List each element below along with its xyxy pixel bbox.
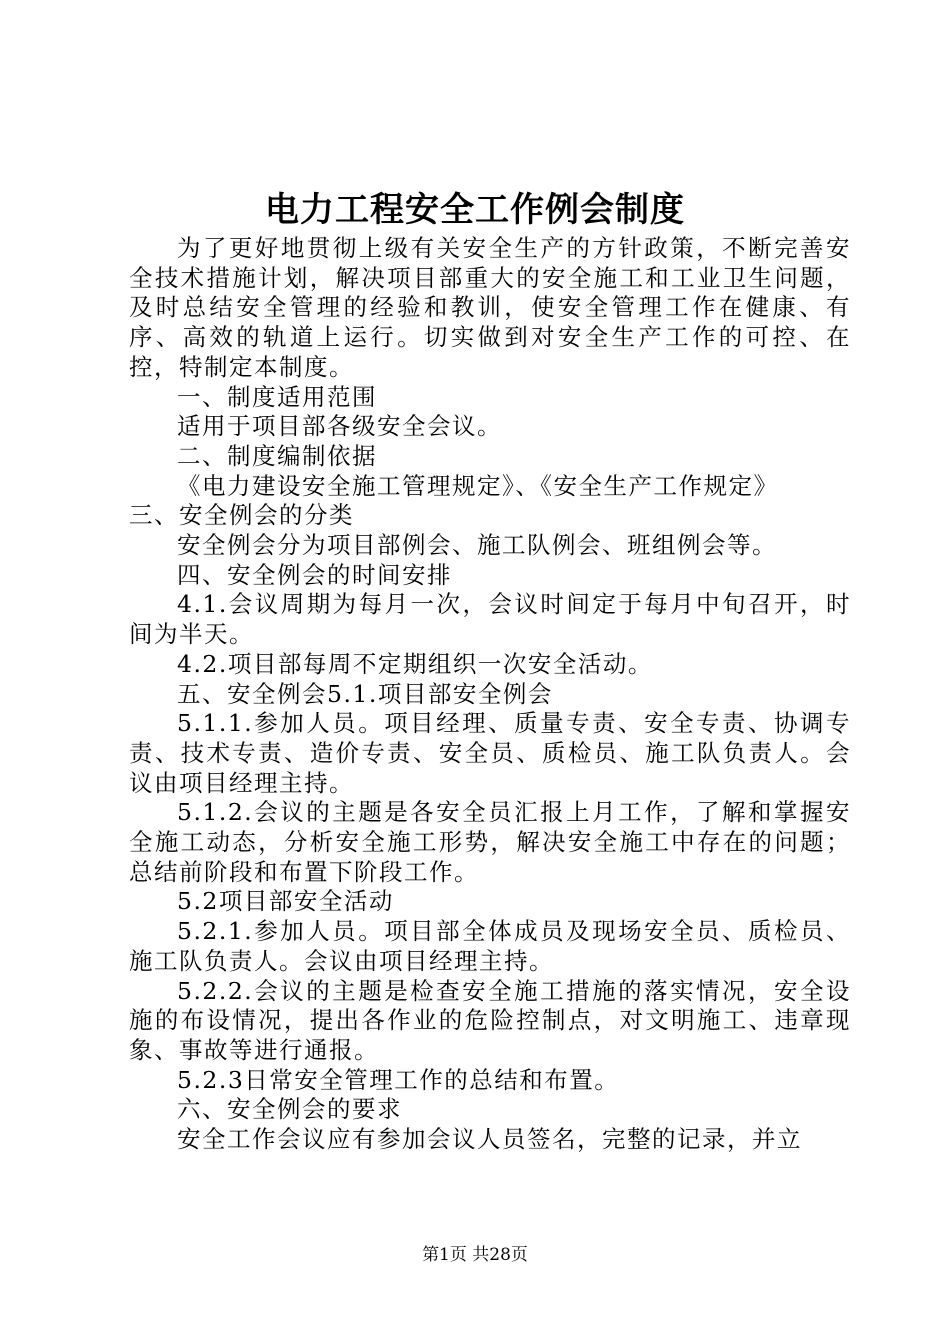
document-body xyxy=(129,234,851,1155)
paragraph-5-1-1: 5.1.1.参加人员。项目经理、质量专责、安全专责、协调专责、技术专责、造价专责、安全员、质检员、施工队负责人。会议由项目经理主持。 xyxy=(129,709,851,797)
paragraph-4-1: 4.1.会议周期为每月一次，会议时间定于每月中旬召开，时间为半天。 xyxy=(129,590,851,649)
paragraph-5-1-2: 5.1.2.会议的主题是各安全员汇报上月工作，了解和掌握安全施工动态，分析安全施工形势，解决安全施工中存在的问题；总结前阶段和布置下阶段工作。 xyxy=(129,798,851,886)
section-heading-meetings: 五、安全例会5.1.项目部安全例会 xyxy=(177,679,553,708)
section-heading-classification: 三、安全例会的分类 xyxy=(129,501,354,530)
paragraph-requirements: 安全工作会议应有参加会议人员签名，完整的记录，并立 xyxy=(177,1125,802,1154)
section-heading-schedule: 四、安全例会的时间安排 xyxy=(177,560,452,589)
subheading-5-2: 5.2项目部安全活动 xyxy=(177,887,394,916)
section-heading-requirements: 六、安全例会的要求 xyxy=(177,1095,402,1124)
paragraph-5-2-3: 5.2.3日常安全管理工作的总结和布置。 xyxy=(177,1065,620,1094)
section-heading-scope: 一、制度适用范围 xyxy=(177,382,377,411)
paragraph-classification: 安全例会分为项目部例会、施工队例会、班组例会等。 xyxy=(177,531,777,560)
paragraph-intro: 为了更好地贯彻上级有关安全生产的方针政策，不断完善安全技术措施计划，解决项目部重大的安全施工和工业卫生问题，及时总结安全管理的经验和教训，使安全管理工作在健康、有序、高效的轨道上运行。切实做到对安全生产工作的可控、在控，特制定本制度。 xyxy=(129,234,851,381)
paragraph-5-2-1: 5.2.1.参加人员。项目部全体成员及现场安全员、质检员、施工队负责人。会议由项目经理主持。 xyxy=(129,917,851,975)
section-heading-basis: 二、制度编制依据 xyxy=(177,441,377,470)
paragraph-5-2-2: 5.2.2.会议的主题是检查安全施工措施的落实情况，安全设施的布设情况，提出各作业的危险控制点，对文明施工、违章现象、事故等进行通报。 xyxy=(129,976,851,1064)
paragraph-4-2: 4.2.项目部每周不定期组织一次安全活动。 xyxy=(177,649,653,678)
page-number-footer: 第1页 共28页 xyxy=(422,1245,528,1265)
paragraph-basis: 《电力建设安全施工管理规定》、《安全生产工作规定》 xyxy=(177,471,779,500)
paragraph-scope: 适用于项目部各级安全会议。 xyxy=(177,412,502,441)
document-title: 电力工程安全工作例会制度 xyxy=(265,190,685,230)
